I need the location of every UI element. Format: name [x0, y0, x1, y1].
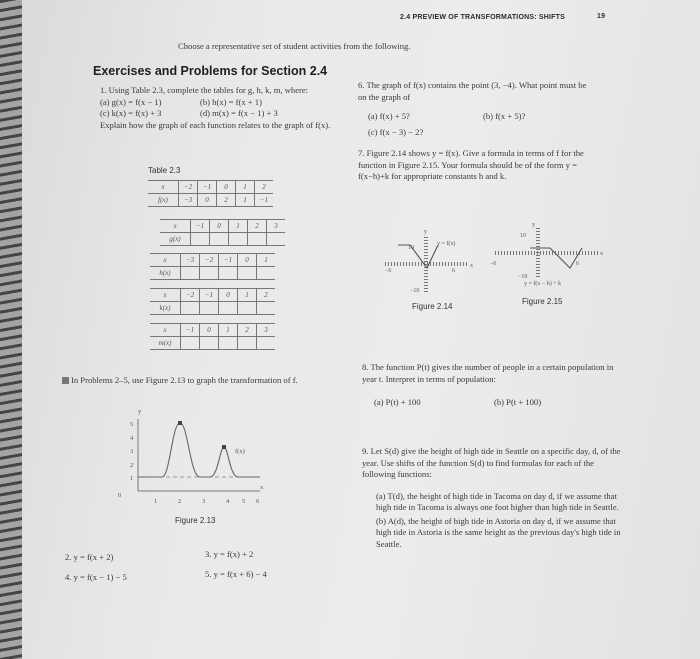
problem-1-explain: Explain how the graph of each function relates to the graph of f(x).: [100, 119, 331, 130]
svg-text:6: 6: [452, 268, 455, 274]
section-title: Exercises and Problems for Section 2.4: [93, 64, 328, 78]
svg-text:6: 6: [576, 261, 579, 267]
svg-text:−6: −6: [490, 261, 497, 267]
table-cell: [219, 302, 238, 315]
table-cell: 0: [217, 181, 236, 194]
svg-text:x: x: [470, 263, 473, 269]
svg-text:5: 5: [242, 498, 246, 505]
row-header: x: [150, 324, 181, 337]
instructor-note: Choose a representative set of student activities from the following.: [178, 41, 411, 51]
table-row: [148, 194, 273, 207]
table-cell: [238, 267, 257, 280]
table-k: [150, 288, 275, 315]
problem-8-text: 8. The function P(t) gives the number of people in a certain population in year t. Interpret in terms of population:: [362, 362, 614, 384]
fig13-peak-marker: [222, 445, 226, 449]
problems-2-5-intro-text: In Problems 2–5, use Figure 2.13 to graph the transformation of f.: [71, 375, 298, 385]
table-cell: −1: [191, 220, 210, 233]
table-cell: −2: [181, 289, 200, 302]
table-cell: [200, 267, 219, 280]
row-header: x: [150, 254, 181, 267]
value-table: [160, 219, 285, 246]
problem-1: [100, 85, 340, 131]
svg-text:−10: −10: [410, 288, 420, 294]
table-row: [150, 302, 275, 315]
svg-text:1: 1: [130, 475, 134, 482]
table-g: [160, 219, 285, 246]
svg-text:6: 6: [256, 498, 260, 505]
problem-9a: (a) T(d), the height of high tide in Tacoma on day d, if we assume that high tide in Tacoma is always one foot higher than high tide in Seattle.: [376, 490, 619, 512]
table-cell: [181, 267, 200, 280]
table-row: [150, 289, 275, 302]
figure-2-15-caption: Figure 2.15: [522, 297, 563, 306]
svg-text:10: 10: [408, 245, 414, 251]
running-head: 2.4 PREVIEW OF TRANSFORMATIONS: SHIFTS: [400, 14, 565, 21]
problem-2: 2. y = f(x + 2): [65, 552, 114, 562]
table-cell: −1: [219, 254, 238, 267]
table-cell: [257, 267, 276, 280]
problem-3: 3. y = f(x) + 2: [205, 549, 254, 559]
figure-2-13: [110, 405, 275, 510]
problem-6: [358, 80, 593, 138]
problem-6c: (c) f(x − 3) − 2?: [368, 126, 424, 137]
table-cell: 0: [219, 289, 238, 302]
spiral-binding: [0, 0, 22, 659]
table-cell: 2: [217, 194, 236, 207]
row-header: x: [160, 220, 191, 233]
figure-2-14: [380, 225, 480, 300]
svg-text:4: 4: [226, 498, 230, 505]
table-cell: [238, 337, 257, 350]
row-header: f(x): [148, 194, 179, 207]
table-cell: −2: [179, 181, 198, 194]
problems-2-5-intro: [62, 375, 332, 387]
table-cell: [219, 337, 238, 350]
table-row: [150, 267, 275, 280]
table-cell: [219, 267, 238, 280]
svg-text:y: y: [424, 229, 427, 235]
svg-text:4: 4: [130, 435, 134, 442]
bullet-icon: [62, 377, 69, 384]
problem-7: 7. Figure 2.14 shows y = f(x). Give a formula in terms of f for the function in Figure 2.15. Your formula should be of the form y = f(x−h)+k for appropriate constants h and k.: [358, 148, 584, 181]
table-cell: [267, 233, 286, 246]
table-cell: [191, 233, 210, 246]
problem-1c: (c) k(x) = f(x) + 3: [100, 108, 162, 118]
table-cell: −3: [181, 254, 200, 267]
value-table: [148, 180, 273, 207]
svg-text:10: 10: [520, 233, 526, 239]
fig13-y-label: y: [138, 408, 142, 415]
table-row: [148, 181, 273, 194]
svg-text:y: y: [532, 222, 535, 228]
table-row: [150, 254, 275, 267]
svg-text:3: 3: [130, 448, 134, 455]
svg-text:−10: −10: [518, 274, 528, 280]
table-cell: [210, 233, 229, 246]
table-cell: −1: [255, 194, 274, 207]
table-cell: [238, 302, 257, 315]
row-header: x: [148, 181, 179, 194]
table-cell: 1: [236, 181, 255, 194]
page-number: 19: [597, 13, 606, 20]
table-row: [160, 220, 285, 233]
fig13-x-label: x: [260, 484, 264, 491]
table-cell: 0: [198, 194, 217, 207]
problem-1d: (d) m(x) = f(x − 1) + 3: [200, 108, 278, 118]
svg-text:3: 3: [202, 498, 206, 505]
figure-2-13-caption: Figure 2.13: [175, 516, 216, 525]
problem-1a: (a) g(x) = f(x − 1): [100, 96, 162, 107]
table-cell: [229, 233, 248, 246]
figure-2-15: [490, 220, 610, 295]
table-h: [150, 253, 275, 280]
table-cell: 2: [238, 324, 257, 337]
svg-text:0: 0: [118, 492, 122, 499]
problem-9: [362, 446, 627, 550]
problem-1-intro: 1. Using Table 2.3, complete the tables for g, h, k, m, where:: [100, 85, 309, 95]
svg-text:−6: −6: [385, 268, 392, 274]
table-cell: [181, 337, 200, 350]
table-cell: [200, 337, 219, 350]
row-header: g(x): [160, 233, 191, 246]
table-cell: [181, 302, 200, 315]
table-cell: −1: [198, 181, 217, 194]
table-cell: 1: [236, 194, 255, 207]
table-cell: −1: [200, 289, 219, 302]
problem-4: 4. y = f(x − 1) − 5: [65, 572, 127, 582]
table-cell: 2: [257, 289, 276, 302]
problem-6-intro: 6. The graph of f(x) contains the point (3, −4). What point must be on the graph of: [358, 80, 587, 102]
svg-text:y = f(x − h) + k: y = f(x − h) + k: [524, 281, 562, 287]
problem-9b: (b) A(d), the height of high tide in Astoria on day d, if we assume that high tide in Astoria is the same height as the previous day's high tide in Seattle.: [376, 515, 621, 549]
table-cell: [257, 302, 276, 315]
table-f: [148, 180, 273, 207]
table-cell: [257, 337, 276, 350]
svg-text:2: 2: [178, 498, 182, 505]
table-m: [150, 323, 275, 350]
problem-1b: (b) h(x) = f(x + 1): [200, 96, 262, 107]
row-header: m(x): [150, 337, 181, 350]
table-cell: 0: [238, 254, 257, 267]
table-cell: −1: [181, 324, 200, 337]
row-header: h(x): [150, 267, 181, 280]
table-cell: 1: [238, 289, 257, 302]
table-cell: 0: [200, 324, 219, 337]
problem-9-text: 9. Let S(d) give the height of high tide in Seattle on a specific day, d, of the year. Use shifts of the function S(d) to find formulas for each of the following functions:: [362, 446, 621, 479]
table-cell: 1: [257, 254, 276, 267]
table-cell: 2: [248, 220, 267, 233]
table-cell: −2: [200, 254, 219, 267]
value-table: [150, 253, 275, 280]
value-table: [150, 323, 275, 350]
table-cell: [248, 233, 267, 246]
svg-text:2: 2: [130, 462, 134, 469]
table-cell: 0: [210, 220, 229, 233]
problem-8a: (a) P(t) + 100: [374, 397, 421, 407]
svg-text:x: x: [600, 251, 603, 257]
table-cell: 3: [267, 220, 286, 233]
table-row: [160, 233, 285, 246]
table-cell: [200, 302, 219, 315]
problem-6a: (a) f(x) + 5?: [368, 111, 410, 121]
value-table: [150, 288, 275, 315]
table-cell: −3: [179, 194, 198, 207]
fig13-curve-label: f(x): [235, 448, 245, 455]
table-cell: 1: [229, 220, 248, 233]
problem-5: 5. y = f(x + 6) − 4: [205, 569, 267, 579]
figure-2-14-caption: Figure 2.14: [412, 302, 453, 311]
svg-text:y = f(x): y = f(x): [437, 241, 456, 247]
row-header: k(x): [150, 302, 181, 315]
table-row: [150, 337, 275, 350]
problem-6b: (b) f(x + 5)?: [483, 111, 526, 121]
table-cell: 1: [219, 324, 238, 337]
problem-8: [362, 362, 622, 409]
row-header: x: [150, 289, 181, 302]
table-2-3-label: Table 2.3: [148, 166, 181, 175]
table-cell: 2: [255, 181, 274, 194]
svg-text:5: 5: [130, 421, 134, 428]
svg-text:1: 1: [154, 498, 158, 505]
problem-8b: (b) P(t + 100): [494, 397, 542, 407]
table-cell: 3: [257, 324, 276, 337]
fig13-peak-marker: [178, 421, 182, 425]
table-row: [150, 324, 275, 337]
